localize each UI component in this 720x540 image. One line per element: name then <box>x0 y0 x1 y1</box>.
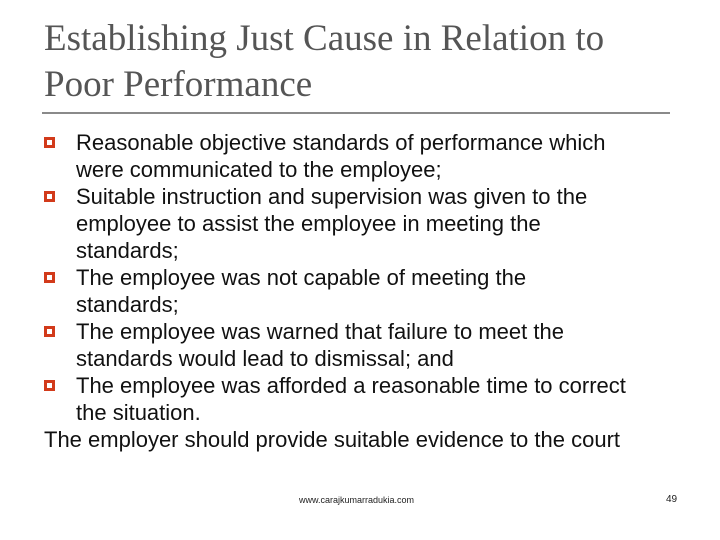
closing-text: The employer should provide suitable evidence to the court <box>44 427 621 452</box>
bullet-item-4 <box>0 318 676 372</box>
hollow-square-bullet-icon <box>44 326 55 337</box>
bullet-5-line-2: the situation. <box>76 400 201 425</box>
bullet-2-line-2: employee to assist the employee in meeting the <box>76 211 541 236</box>
page-number: 49 <box>666 494 678 505</box>
bullet-item-1 <box>0 129 676 183</box>
bullet-item-3 <box>0 264 676 318</box>
bullet-item-2 <box>0 183 676 264</box>
slide-body <box>0 129 720 453</box>
bullet-4-line-2: standards would lead to dismissal; and <box>76 346 454 371</box>
footer-url: www.carajkumarradukia.com <box>299 495 415 505</box>
bullet-2-line-3: standards; <box>76 238 179 263</box>
slide-title-line-2: Poor Performance <box>44 64 313 105</box>
slide-title-line-1: Establishing Just Cause in Relation to <box>44 18 605 59</box>
bullet-1-line-1: Reasonable objective standards of performance which <box>76 130 606 155</box>
bullet-5-line-1: The employee was afforded a reasonable time to correct <box>76 373 626 398</box>
bullet-3-line-2: standards; <box>76 292 179 317</box>
bullet-item-5 <box>0 372 676 426</box>
bullet-1-line-2: were communicated to the employee; <box>76 157 442 182</box>
bullet-3-line-1: The employee was not capable of meeting the <box>76 265 527 290</box>
hollow-square-bullet-icon <box>44 272 55 283</box>
title-divider <box>42 112 670 114</box>
hollow-square-bullet-icon <box>44 191 55 202</box>
slide-title <box>44 16 684 108</box>
hollow-square-bullet-icon <box>44 137 55 148</box>
bullet-2-line-1: Suitable instruction and supervision was given to the <box>76 184 588 209</box>
bullet-4-line-1: The employee was warned that failure to meet the <box>76 319 564 344</box>
hollow-square-bullet-icon <box>44 380 55 391</box>
